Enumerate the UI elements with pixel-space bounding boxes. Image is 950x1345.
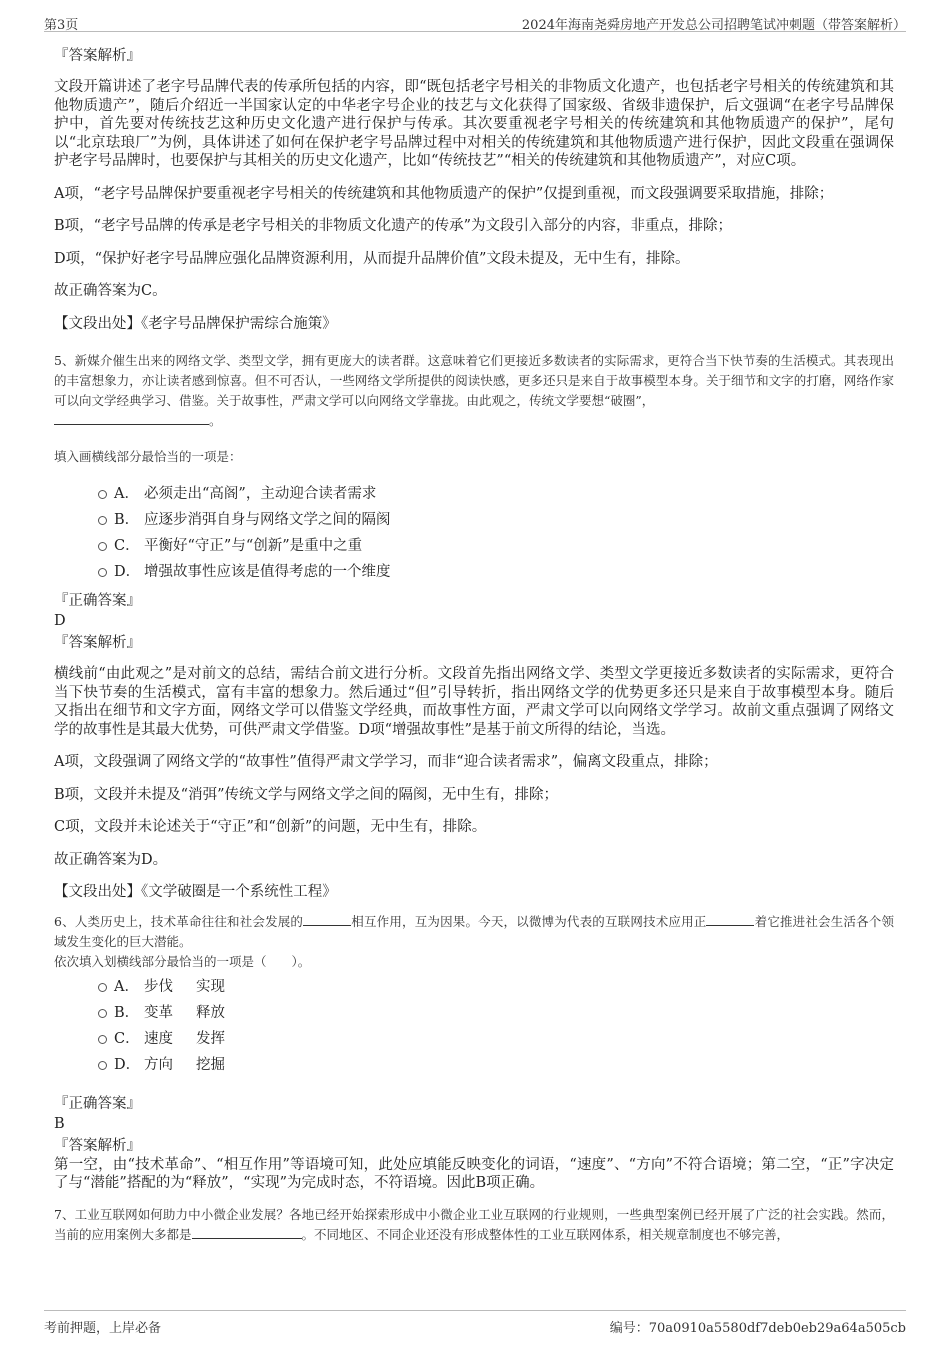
document-id: 编号：70a0910a5580df7deb0eb29a64a505cb [609, 1321, 906, 1336]
q7-blank [192, 1227, 302, 1239]
q5-answer-tag: 『正确答案』 [54, 593, 141, 609]
radio-icon[interactable] [98, 1061, 107, 1070]
document-title: 2024年海南尧舜房地产开发总公司招聘笔试冲刺题（带答案解析） [521, 18, 906, 33]
q5-conclusion: 故正确答案为D。 [54, 851, 168, 868]
q4-analysis: 文段开篇讲述了老字号品牌代表的传承所包括的内容，即“既包括老字号相关的非物质文化遗产，也包括老字号相关的传统建筑和其他物质遗产”，随后介绍近一半国家认定的中华老字号企业的技艺与文化获得了国家级、省级非遗保护，后文强调“在老字号品牌保护中，首先要对传统技艺这种历史文化遗产进行保护与传承。其次要重视老字号相关的传统建筑和其他物质遗产的保护”，尾句以“北京珐琅厂”为例，具体讲述了如何在保护老字号品牌过程中对相关的传统建筑和其他物质遗产进行保护，因此文段重在强调保护老字号品牌时，也要保护与其相关的历史文化遗产，比如“传统技艺”“相关的传统建筑和其他物质遗产”，对应C项。 [54, 79, 894, 169]
radio-icon[interactable] [98, 1009, 107, 1018]
q4-conclusion: 故正确答案为C。 [54, 283, 167, 299]
radio-icon[interactable] [98, 568, 107, 577]
page-header [44, 10, 906, 32]
q6-stem: 6、人类历史上，技术革命往往和社会发展的 相互作用，互为因果。今天，以微博为代表的互联网技术应用正 着它推进社会生活各个领域发生变化的巨大潜能。 [54, 913, 894, 949]
q5-stem [54, 351, 894, 431]
q6-blank-1 [303, 914, 351, 926]
q6-answer-tag: 『正确答案』 [54, 1095, 141, 1112]
q5-stem-text: 5、新媒介催生出来的网络文学、类型文学，拥有更庞大的读者群。这意味着它们更接近多数读者的实际需求，更符合当下快节奏的生活模式。其表现出的丰富想象力，亦让读者感到惊喜。但不可否认，一些网络文学所提供的阅读快感，更多还只是来自于故事模型本身。关于细节和文字的打磨，网络作家可以向文学经典学习、借鉴。关于故事性，严肃文学可以向网络文学靠拢。由此观之，传统文学要想“破圈”， [54, 353, 894, 408]
q6-blank-2 [706, 914, 754, 926]
radio-icon[interactable] [98, 516, 107, 525]
q4-option-d-analysis: D项，“保护好老字号品牌应强化品牌资源利用，从而提升品牌价值”文段未提及，无中生有，排除。 [54, 250, 690, 267]
q4-analysis-tag: 『答案解析』 [54, 48, 141, 64]
radio-icon[interactable] [98, 490, 107, 499]
q6-option-a[interactable]: A． 步伐 实现 [54, 974, 894, 1000]
q5-source: 【文段出处】《文学破圈是一个系统性工程》 [54, 884, 337, 900]
radio-icon[interactable] [98, 542, 107, 551]
q5-option-b-analysis: B项，文段并未提及“消弭”传统文学与网络文学之间的隔阂，无中生有，排除； [54, 786, 558, 803]
radio-icon[interactable] [98, 983, 107, 992]
q6-analysis: 第一空，由“技术革命”、“相互作用”等语境可知，此处应填能反映变化的词语，“速度”、“方向”不符合语境；第二空，“正”字决定了与“潜能”搭配的为“释放”，“实现”为完成时态，不符语境。因此B项正确。 [54, 1156, 894, 1191]
footer-slogan: 考前押题，上岸必备 [44, 1321, 162, 1336]
radio-icon[interactable] [98, 1035, 107, 1044]
q7-stem: 7、工业互联网如何助力中小微企业发展？各地已经开始探索形成中小微企业工业互联网的行业规则，一些典型案例已经开展了广泛的社会实践。然而，当前的应用案例大多都是 。不同地区、不同企业还没有形成整体性的工业互联网体系，相关规章制度也不够完善， [54, 1206, 894, 1242]
q5-option-a-analysis: A项，文段强调了网络文学的“故事性”值得严肃文学学习，而非“迎合读者需求”，偏离文段重点，排除； [54, 754, 718, 770]
q6-options [54, 974, 894, 1078]
document-body [54, 46, 894, 1245]
q5-answer: D [54, 613, 66, 629]
q5-options [54, 481, 894, 585]
q6-analysis-tag: 『答案解析』 [54, 1137, 141, 1154]
q4-option-a-analysis: A项，“老字号品牌保护要重视老字号相关的传统建筑和其他物质遗产的保护”仅提到重视，而文段强调要采取措施，排除； [54, 185, 834, 202]
q5-option-c-analysis: C项，文段并未论述关于“守正”和“创新”的问题，无中生有，排除。 [54, 819, 487, 835]
q4-option-b-analysis: B项，“老字号品牌的传承是老字号相关的非物质文化遗产的传承”为文段引入部分的内容，非重点，排除； [54, 218, 732, 234]
q5-blank [54, 413, 209, 425]
q5-option-b[interactable]: B． 应逐步消弭自身与网络文学之间的隔阂 [54, 507, 894, 533]
q6-answer: B [54, 1115, 65, 1132]
q5-option-d[interactable]: D． 增强故事性应该是值得考虑的一个维度 [54, 559, 894, 585]
q4-source: 【文段出处】《老字号品牌保护需综合施策》 [54, 315, 337, 332]
q6-prompt: 依次填入划横线部分最恰当的一项是（ ）。 [54, 953, 311, 969]
q5-option-c[interactable]: C． 平衡好“守正”与“创新”是重中之重 [54, 533, 894, 559]
q5-prompt: 填入画横线部分最恰当的一项是： [54, 449, 242, 464]
q6-option-d[interactable]: D． 方向 挖掘 [54, 1052, 894, 1078]
q6-option-b[interactable]: B． 变革 释放 [54, 1000, 894, 1026]
page-footer [44, 1310, 906, 1334]
page-number: 第3页 [44, 18, 79, 33]
q5-analysis-tag: 『答案解析』 [54, 635, 141, 651]
q5-stem-end: 。 [209, 413, 222, 428]
q6-option-c[interactable]: C． 速度 发挥 [54, 1026, 894, 1052]
q5-analysis: 横线前“由此观之”是对前文的总结，需结合前文进行分析。文段首先指出网络文学、类型文学更接近多数读者的实际需求，更符合当下快节奏的生活模式，富有丰富的想象力。然后通过“但”引导转折，指出网络文学的优势更多还只是来自于故事模型本身。随后又指出在细节和文字方面，网络文学可以借鉴文学经典，而故事性方面，严肃文学可以向网络文学学习。故前文重点强调了网络文学的故事性是其最大优势，可供严肃文学借鉴。D项“增强故事性”是基于前文所得的结论，当选。 [54, 666, 894, 738]
q5-option-a[interactable]: A． 必须走出“高阁”，主动迎合读者需求 [54, 481, 894, 507]
